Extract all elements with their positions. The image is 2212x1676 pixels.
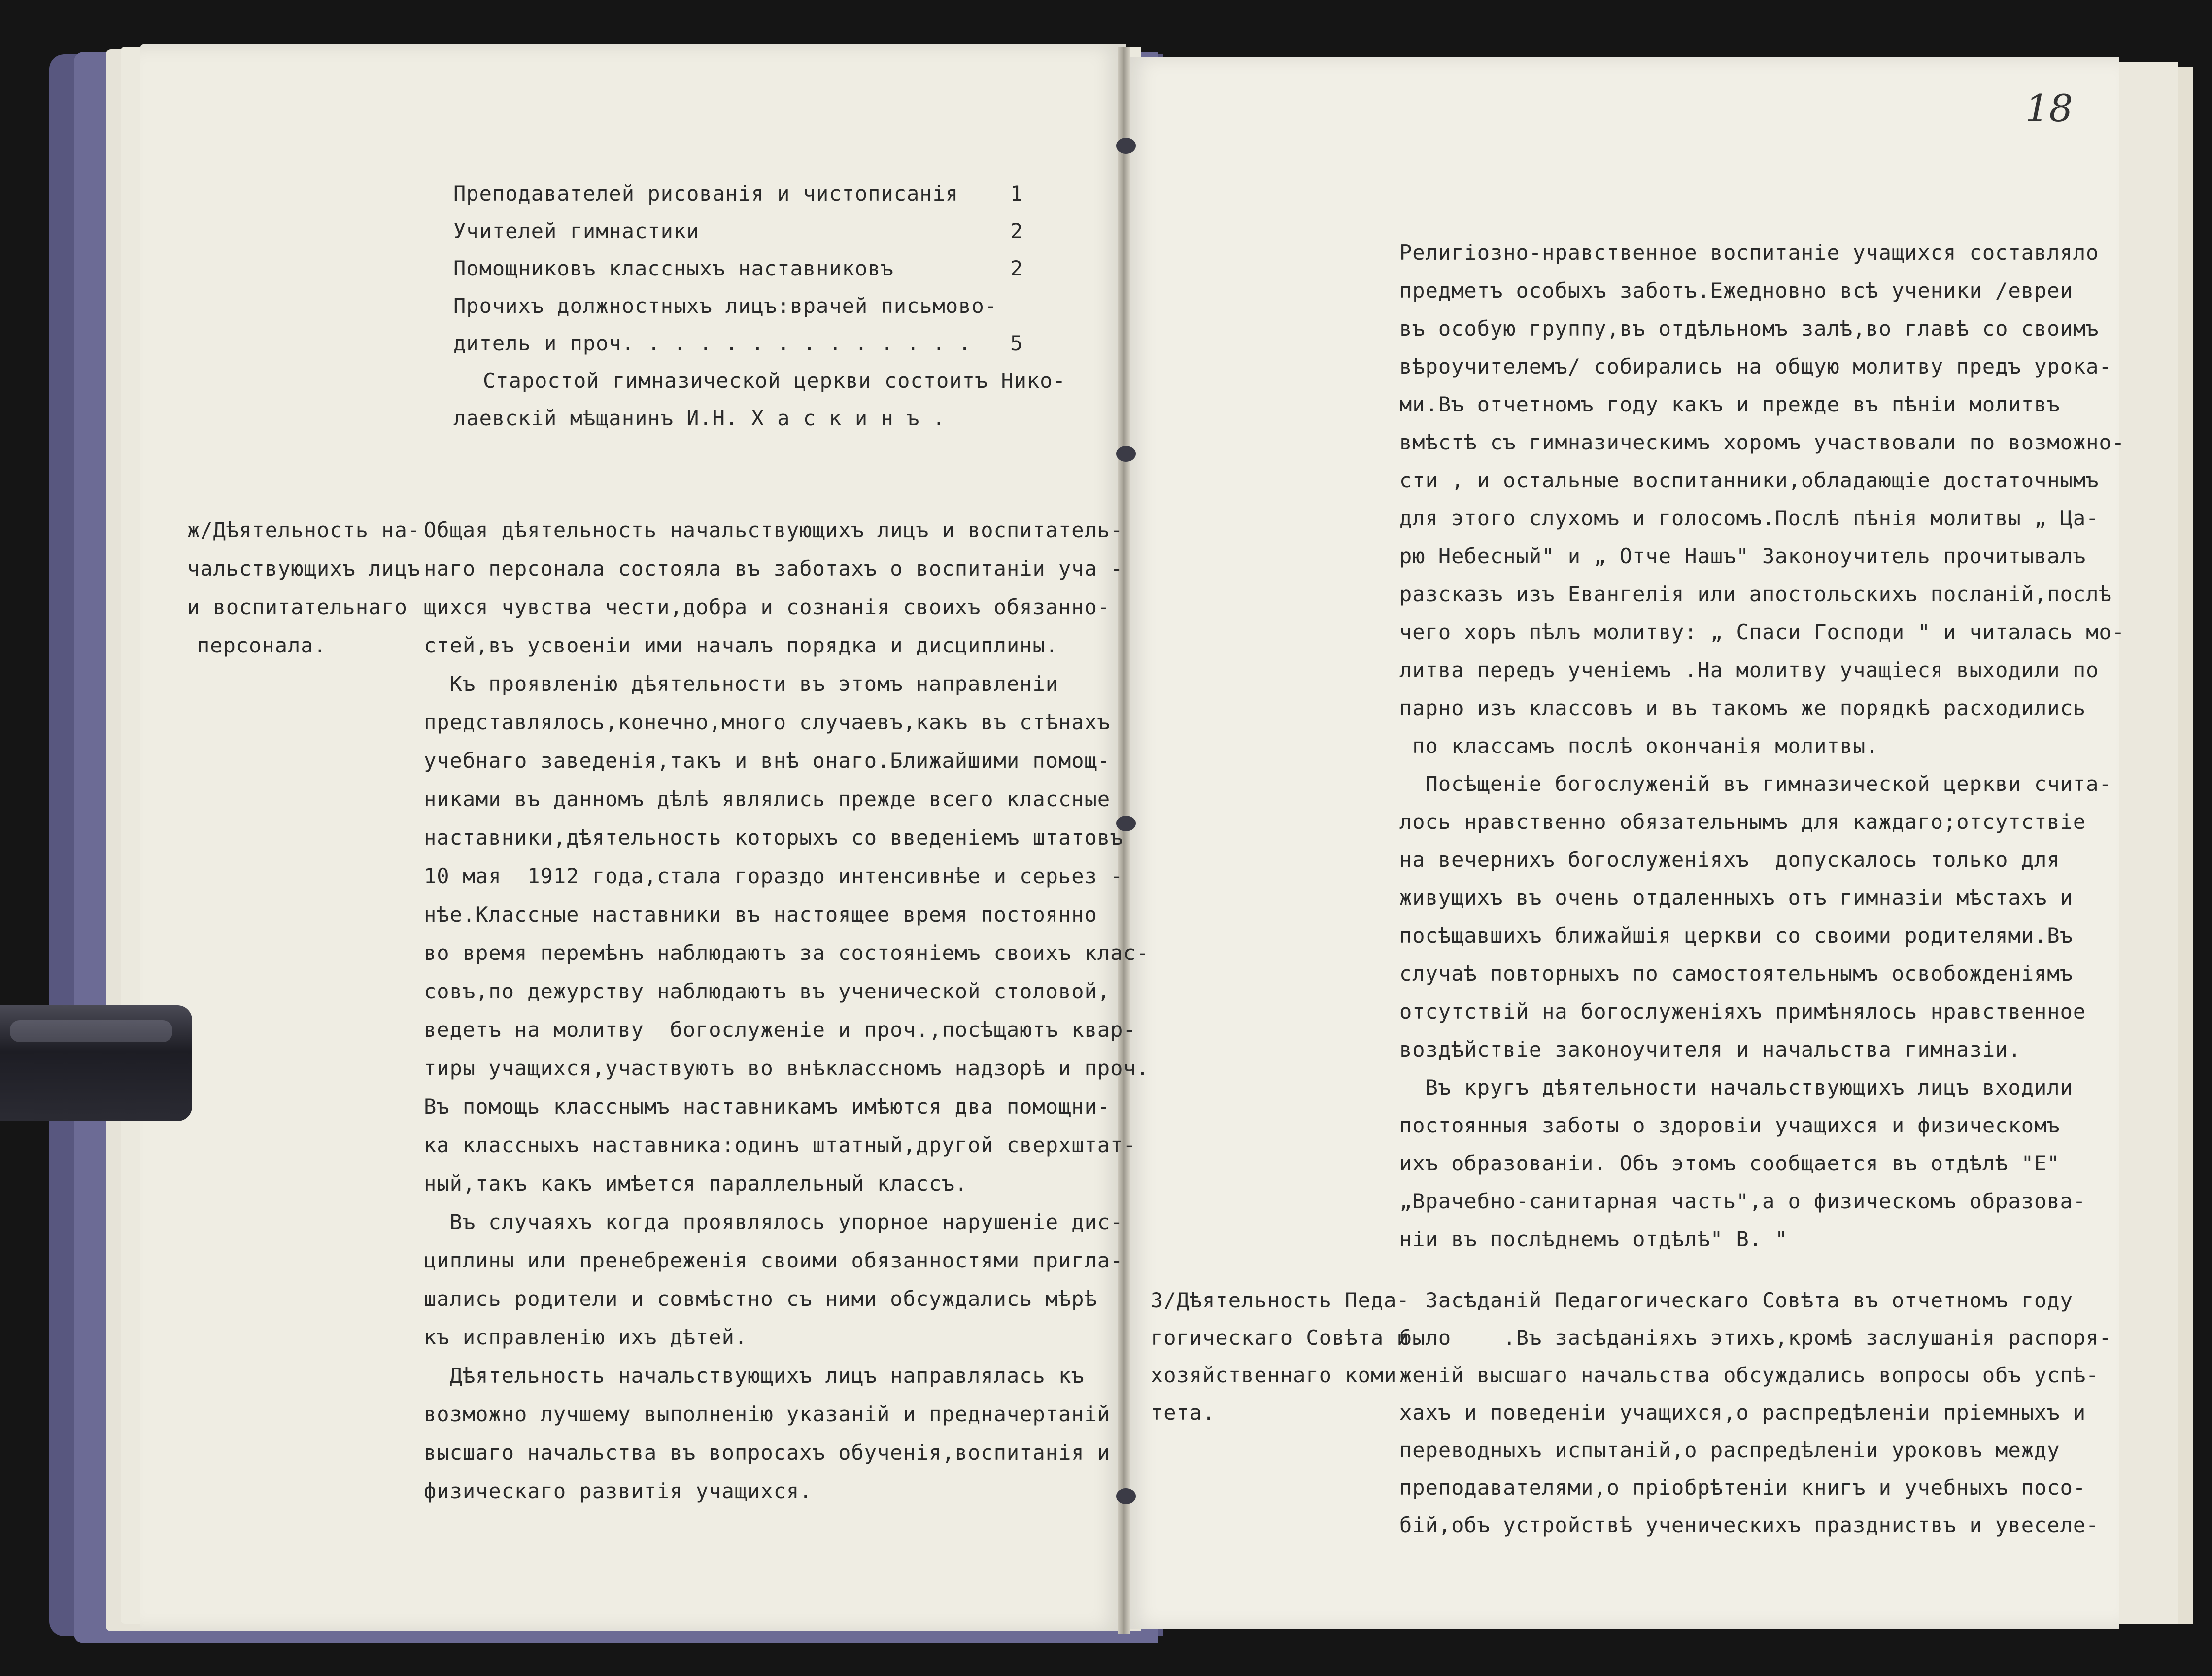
side-heading-line: персонала. (197, 633, 327, 657)
body-line: наго персонала состояла въ заботахъ о воспитаніи уча - (424, 556, 1123, 581)
staff-count: 2 (1010, 256, 1023, 280)
side-heading-line: и воспитательнаго (187, 595, 408, 619)
body-line: бій,объ устройствѣ ученическихъ праздниствъ и увеселе- (1399, 1513, 2099, 1537)
body-line: Дѣятельность начальствующихъ лицъ направлялась къ (424, 1364, 1085, 1388)
body-line: Къ проявленію дѣятельности въ этомъ направленіи (424, 672, 1059, 696)
body-line: учебнаго заведенія,такъ и внѣ онаго.Ближайшими помощ- (424, 749, 1111, 773)
body-line: хахъ и поведеніи учащихся,о распредѣленіи пріемныхъ и (1399, 1401, 2086, 1425)
body-line: было .Въ засѣданіяхъ этихъ,кромѣ заслушанія распоря- (1399, 1326, 2112, 1350)
body-line: ихъ образованіи. Объ этомъ сообщается въ отдѣлѣ "Е" (1399, 1151, 2060, 1175)
elder-line: лаевскій мѣщанинъ И.Н. Х а с к и н ъ . (453, 406, 946, 430)
body-line: переводныхъ испытаній,о распредѣленіи уроковъ между (1399, 1438, 2060, 1462)
body-line: преподавателями,о пріобрѣтеніи книгъ и учебныхъ посо- (1399, 1475, 2086, 1500)
body-line: лось нравственно обязательнымъ для каждаго;отсутствіе (1399, 810, 2086, 834)
body-line: Посѣщеніе богослуженій въ гимназической церкви счита- (1399, 772, 2112, 796)
staff-line: Учителей гимнастики (453, 219, 700, 243)
body-line: совъ,по дежурству наблюдаютъ въ ученической столовой, (424, 979, 1111, 1003)
body-line: стей,въ усвоеніи ими началъ порядка и дисциплины. (424, 633, 1059, 657)
body-line: „Врачебно-санитарная часть",а о физическомъ образова- (1399, 1189, 2086, 1213)
body-line: рю Небесный" и „ Отче Нашъ" Законоучитель прочитывалъ (1399, 544, 2086, 568)
elder-line: Старостой гимназической церкви состоитъ Нико- (483, 369, 1066, 393)
body-line: ніи въ послѣднемъ отдѣлѣ" В. " (1399, 1227, 1788, 1251)
page-number: 18 (2025, 86, 2073, 130)
staff-count: 5 (1010, 331, 1023, 355)
staff-count: 1 (1010, 181, 1023, 205)
staff-line: Прочихъ должностныхъ лицъ:врачей письмово- (453, 294, 998, 318)
body-line: циплины или пренебреженія своими обязанностями пригла- (424, 1248, 1123, 1272)
staff-line: Преподавателей рисованія и чистописанія (453, 181, 959, 205)
body-line: отсутствій на богослуженіяхъ примѣнялось нравственное (1399, 999, 2086, 1024)
staff-line: дитель и проч. . . . . . . . . . . . . . (453, 331, 972, 355)
side-heading-line: чальствующихъ лицъ (187, 556, 421, 581)
body-line: случаѣ повторныхъ по самостоятельнымъ освобожденіямъ (1399, 961, 2073, 986)
body-line: женій высшаго начальства обсуждались вопросы объ успѣ- (1399, 1363, 2099, 1387)
body-line: сти , и остальные воспитанники,обладающіе достаточнымъ (1399, 468, 2099, 492)
body-line: ный,такъ какъ имѣется параллельный классъ. (424, 1171, 968, 1196)
binding-hole (1116, 138, 1136, 154)
body-line: возможно лучшему выполненію указаній и предначертаній (424, 1402, 1111, 1426)
body-line: 10 мая 1912 года,стала гораздо интенсивнѣе и серьез - (424, 864, 1123, 888)
body-line: для этого слухомъ и голосомъ.Послѣ пѣнія молитвы „ Ца- (1399, 506, 2099, 530)
body-line: литва передъ ученіемъ .На молитву учащіеся выходили по (1399, 658, 2099, 682)
body-line: нѣе.Классные наставники въ настоящее время постоянно (424, 902, 1097, 926)
body-line: посѣщавшихъ ближайшія церкви со своими родителями.Въ (1399, 924, 2073, 948)
body-line: на вечернихъ богослуженіяхъ допускалось только для (1399, 848, 2060, 872)
body-line: Засѣданій Педагогическаго Совѣта въ отчетномъ году (1399, 1288, 2073, 1312)
body-line: предметъ особыхъ заботъ.Ежедновно всѣ ученики /евреи (1399, 278, 2073, 303)
body-line: Въ кругъ дѣятельности начальствующихъ лицъ входили (1399, 1075, 2073, 1099)
body-line: во время перемѣнъ наблюдаютъ за состояніемъ своихъ клас- (424, 941, 1150, 965)
body-line: Религіозно-нравственное воспитаніе учащихся составляло (1399, 240, 2099, 265)
binder-clip-highlight (10, 1020, 172, 1042)
body-line: наставники,дѣятельность которыхъ со введеніемъ штатовъ (424, 825, 1123, 850)
body-line: ка классныхъ наставника:одинъ штатный,другой сверхштат- (424, 1133, 1136, 1157)
body-line: живущихъ въ очень отдаленныхъ отъ гимназіи мѣстахъ и (1399, 886, 2073, 910)
body-line: чего хоръ пѣлъ молитву: „ Спаси Господи " и читалась мо- (1399, 620, 2125, 644)
body-line: къ исправленію ихъ дѣтей. (424, 1325, 748, 1349)
body-line: ведетъ на молитву богослуженіе и проч.,посѣщаютъ квар- (424, 1018, 1136, 1042)
body-line: никами въ данномъ дѣлѣ являлись прежде всего классные (424, 787, 1111, 811)
side-heading-line: 3/Дѣятельность Педа- (1151, 1288, 1410, 1312)
side-heading-line: хозяйственнаго коми (1151, 1363, 1397, 1387)
body-line: щихся чувства чести,добра и сознанія своихъ обязанно- (424, 595, 1111, 619)
body-line: разсказъ изъ Евангелія или апостольскихъ посланій,послѣ (1399, 582, 2112, 606)
body-line: высшаго начальства въ вопросахъ обученія,воспитанія и (424, 1440, 1111, 1465)
body-line: постоянныя заботы о здоровіи учащихся и физическомъ (1399, 1113, 2060, 1137)
body-line: Въ помощь класснымъ наставникамъ имѣются два помощни- (424, 1095, 1111, 1119)
body-line: вѣроучителемъ/ собирались на общую молитву предъ урока- (1399, 354, 2112, 378)
body-line: шались родители и совмѣстно съ ними обсуждались мѣрѣ (424, 1287, 1097, 1311)
side-heading-line: гогическаго Совѣта и (1151, 1326, 1410, 1350)
body-line: воздѣйствіе законоучителя и начальства гимназіи. (1399, 1037, 2021, 1061)
body-line: по классамъ послѣ окончанія молитвы. (1399, 734, 1879, 758)
binding-hole (1116, 446, 1136, 462)
side-heading-line: тета. (1151, 1401, 1216, 1425)
side-heading-line: ж/Дѣятельность на- (187, 518, 421, 542)
body-line: парно изъ классовъ и въ такомъ же порядкѣ расходились (1399, 696, 2086, 720)
body-line: тиры учащихся,участвуютъ во внѣклассномъ надзорѣ и проч. (424, 1056, 1150, 1080)
body-line: вмѣстѣ съ гимназическимъ хоромъ участвовали по возможно- (1399, 430, 2125, 454)
body-line: Общая дѣятельность начальствующихъ лицъ и воспитатель- (424, 518, 1123, 542)
body-line: въ особую группу,въ отдѣльномъ залѣ,во главѣ со своимъ (1399, 316, 2099, 341)
body-line: ми.Въ отчетномъ году какъ и прежде въ пѣніи молитвъ (1399, 392, 2060, 416)
staff-count: 2 (1010, 219, 1023, 243)
binding-hole (1116, 1488, 1136, 1504)
body-line: физическаго развитія учащихся. (424, 1479, 813, 1503)
body-line: Въ случаяхъ когда проявлялось упорное нарушеніе дис- (424, 1210, 1123, 1234)
body-line: представлялось,конечно,много случаевъ,какъ въ стѣнахъ (424, 710, 1111, 734)
staff-line: Помощниковъ классныхъ наставниковъ (453, 256, 894, 280)
